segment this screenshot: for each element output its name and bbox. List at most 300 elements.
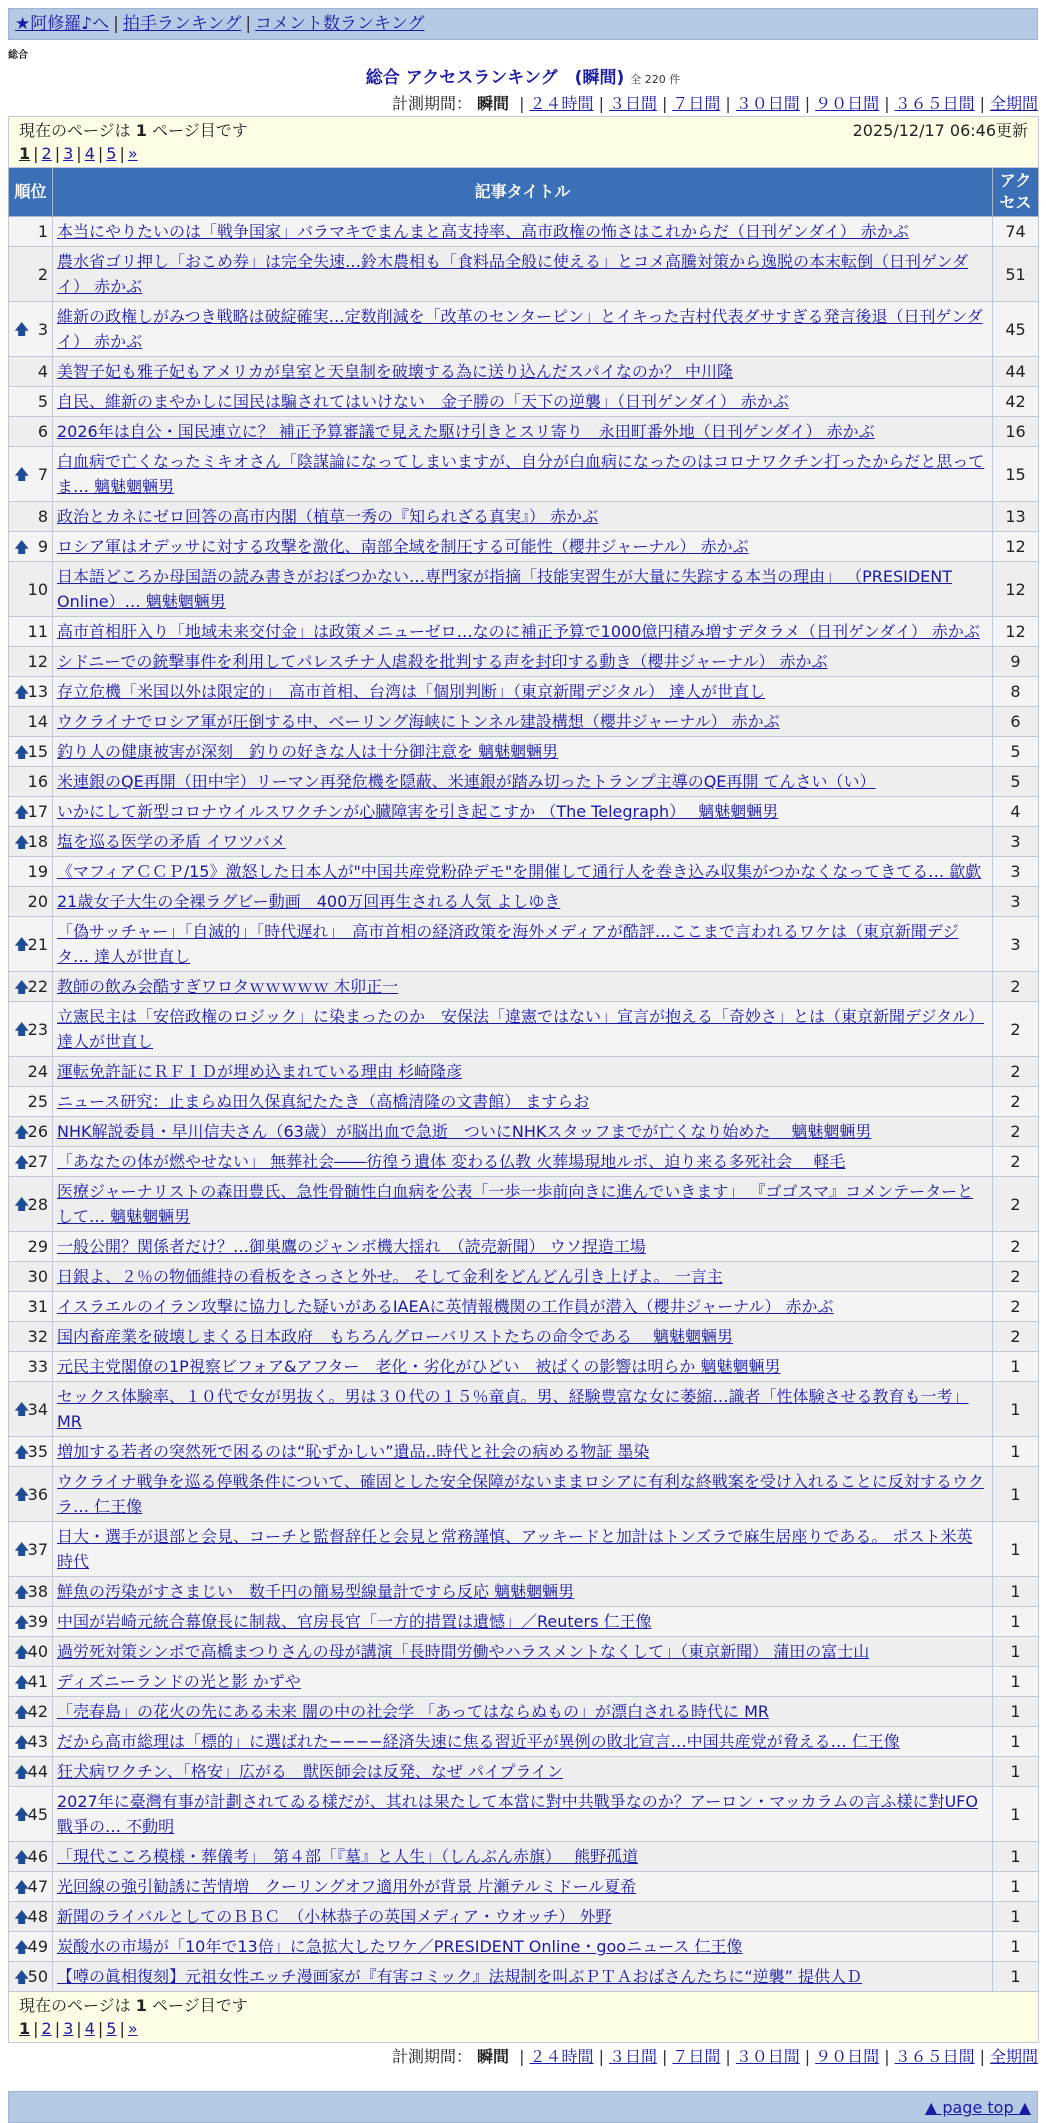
rank-cell [9, 1382, 53, 1437]
page-link[interactable]: 3 [63, 144, 74, 163]
article-link[interactable]: だから高市総理は「標的」に選ばれた−−−−経済失速に焦る習近平が異例の敗北宣言…中国共産党が脅える… 仁王像 [57, 1732, 900, 1751]
rank-cell [9, 1727, 53, 1757]
period-link[interactable]: 全期間 [989, 94, 1038, 113]
article-link[interactable]: 一般公開？関係者だけ？…御巣鷹のジャンボ機大揺れ （読売新聞） ウソ捏造工場 [57, 1237, 646, 1256]
rank-number: 38 [27, 1582, 48, 1601]
title-cell [53, 387, 993, 417]
up-arrow-icon: 🡅 [14, 465, 30, 483]
rank-cell [9, 737, 53, 767]
article-link[interactable]: イスラエルのイラン攻撃に協力した疑いがあるIAEAに英情報機関の工作員が潜入（櫻井ジャーナル） 赤かぶ [57, 1297, 834, 1316]
up-arrow-icon: 🡅 [14, 977, 30, 996]
article-link[interactable]: いかにして新型コロナウイルスワクチンが心臓障害を引き起こすか （The Telegraph） 魑魅魍魎男 [57, 802, 779, 821]
article-link[interactable]: 「あなたの体が燃やせない」 無葬社会――彷徨う遺体 変わる仏教 火葬場現地ルポ、迫り来る多死社会 軽毛 [57, 1152, 846, 1171]
rank-cell [9, 562, 53, 617]
access-count: 2 [993, 1057, 1039, 1087]
title-cell [53, 827, 993, 857]
article-link[interactable]: NHK解説委員・早川信夫さん（63歳）が脳出血で急逝 ついにNHKスタッフまでが亡くなり始めた 魑魅魍魎男 [57, 1122, 872, 1141]
rank-cell [9, 797, 53, 827]
table-row [9, 1117, 1039, 1147]
rank-cell [9, 447, 53, 502]
rank-cell [9, 1522, 53, 1577]
access-count: 8 [993, 677, 1039, 707]
title-cell [53, 617, 993, 647]
title-cell [53, 1727, 993, 1757]
access-count: 44 [993, 357, 1039, 387]
page-link[interactable]: 4 [84, 2019, 95, 2038]
article-link[interactable]: ニュース研究：止まらぬ田久保真紀たたき（高橋清隆の文書館） ますらお [57, 1092, 590, 1111]
article-link[interactable]: 「売春島」の花火の先にある未来 闇の中の社会学 「あってはならぬもの」が漂白される時代に MR [57, 1702, 770, 1721]
article-link[interactable]: 新聞のライバルとしてのＢＢＣ （小林恭子の英国メディア・ウオッチ） 外野 [57, 1907, 612, 1926]
period-link[interactable]: ３０日間 [735, 2047, 800, 2066]
rank-cell [9, 857, 53, 887]
rank-cell [9, 532, 53, 562]
title-cell [53, 357, 993, 387]
title-cell [53, 1787, 993, 1842]
page-separator: | [119, 2019, 125, 2038]
rank-cell [9, 1087, 53, 1117]
access-count: 9 [993, 647, 1039, 677]
rank-number: 2 [37, 264, 48, 284]
up-arrow-icon: 🡅 [14, 1732, 30, 1751]
rank-number: 44 [27, 1762, 48, 1781]
table-row [9, 1697, 1039, 1727]
rank-number: 50 [27, 1967, 48, 1986]
table-row [9, 827, 1039, 857]
title-cell [53, 1117, 993, 1147]
table-row [9, 1232, 1039, 1262]
rank-number: 22 [27, 977, 48, 996]
table-row [9, 1437, 1039, 1467]
title-cell [53, 1842, 993, 1872]
article-link[interactable]: 釣り人の健康被害が深刻 釣りの好きな人は十分御注意を 魑魅魍魎男 [57, 742, 559, 761]
period-link[interactable]: ３日間 [608, 94, 657, 113]
access-count: 1 [993, 1522, 1039, 1577]
rank-cell [9, 1577, 53, 1607]
period-link[interactable]: ９０日間 [815, 2047, 880, 2066]
period-link[interactable]: 全期間 [989, 2047, 1038, 2066]
up-arrow-icon: 🡅 [14, 1152, 30, 1171]
up-arrow-icon: 🡅 [14, 1122, 30, 1141]
page-status: 現在のページは 1 ページ目です [19, 1996, 248, 2015]
rank-number: 16 [27, 772, 48, 791]
article-link[interactable]: 農水省ゴリ押し「おこめ券」は完全失速…鈴木農相も「食料品全般に使える」とコメ高騰対策から逸脱の本末転倒（日刊ゲンダイ） 赤かぶ [57, 252, 969, 296]
rank-number: 6 [37, 422, 48, 441]
table-row [9, 532, 1039, 562]
rank-number: 26 [27, 1122, 48, 1141]
rank-cell [9, 217, 53, 247]
article-link[interactable]: 日大・選手が退部と会見、コーチと監督辞任と会見と常務謹慎、アッキードと加計はトンズラで麻生居座りである。 ポスト米英時代 [57, 1527, 973, 1571]
rank-number: 12 [27, 652, 48, 671]
table-row [9, 972, 1039, 1002]
access-count: 2 [993, 1262, 1039, 1292]
page-separator: | [54, 2019, 61, 2038]
rank-number: 25 [27, 1092, 48, 1111]
pagination [19, 142, 1028, 165]
article-link[interactable]: 2026年は自公・国民連立に？ 補正予算審議で見えた駆け引きとスリ寄り 永田町番外地（日刊ゲンダイ） 赤かぶ [57, 422, 875, 441]
title-cell [53, 1292, 993, 1322]
up-arrow-icon: 🡅 [14, 832, 30, 851]
nav-link-home[interactable]: ★阿修羅♪へ [15, 14, 110, 34]
up-arrow-icon: 🡅 [14, 1642, 30, 1661]
article-link[interactable]: ロシア軍はオデッサに対する攻撃を激化、南部全域を制圧する可能性（櫻井ジャーナル） 赤かぶ [57, 537, 749, 556]
period-selector-bottom [8, 2045, 1038, 2069]
article-link[interactable]: 医療ジャーナリストの森田豊氏、急性骨髄性白血病を公表「一歩一歩前向きに進んでいきます」 『ゴゴスマ』コメンテーターとして… 魑魅魍魎男 [57, 1182, 974, 1226]
article-link[interactable]: 日本語どころか母国語の読み書きがおぼつかない…専門家が指摘「技能実習生が大量に失踪する本当の理由」 （PRESIDENT Online）… 魑魅魍魎男 [57, 567, 953, 611]
title-cell [53, 972, 993, 1002]
page-separator: | [119, 144, 125, 163]
article-link[interactable]: 中国が岩崎元統合幕僚長に制裁、官房長官「一方的措置は遺憾」／Reuters 仁王像 [57, 1612, 652, 1631]
top-nav-bar [8, 8, 1038, 40]
next-page-link[interactable]: » [127, 144, 138, 163]
period-current: 瞬間 [477, 94, 510, 113]
article-link[interactable]: 「現代こころ模様・葬儀考」 第４部「『墓』と人生」（しんぶん赤旗） 熊野孤道 [57, 1847, 639, 1866]
rank-cell [9, 357, 53, 387]
access-count: 1 [993, 1787, 1039, 1842]
table-row [9, 1577, 1039, 1607]
title-cell [53, 647, 993, 677]
access-count: 1 [993, 1667, 1039, 1697]
period-selector-top [8, 92, 1038, 116]
up-arrow-icon: 🡅 [14, 537, 30, 556]
rank-cell [9, 1232, 53, 1262]
article-link[interactable]: 自民、維新のまやかしに国民は騙されてはいけない 金子勝の「天下の逆襲」（日刊ゲンダイ） 赤かぶ [57, 392, 789, 411]
period-separator: | [804, 94, 811, 113]
column-header-access: アクセス [993, 168, 1039, 217]
table-row [9, 1667, 1039, 1697]
rank-cell [9, 1292, 53, 1322]
up-arrow-icon: 🡅 [14, 320, 30, 338]
table-row [9, 1322, 1039, 1352]
rank-cell [9, 1117, 53, 1147]
table-row [9, 1352, 1039, 1382]
title-cell [53, 1467, 993, 1522]
period-link[interactable]: ３６５日間 [894, 2047, 975, 2066]
title-cell [53, 1232, 993, 1262]
up-arrow-icon: 🡅 [14, 1937, 30, 1956]
rank-cell [9, 1147, 53, 1177]
rank-number: 32 [27, 1327, 48, 1346]
table-row [9, 1787, 1039, 1842]
up-arrow-icon: 🡅 [14, 935, 30, 953]
table-row [9, 1842, 1039, 1872]
period-separator: | [725, 94, 731, 113]
article-link[interactable]: 「偽サッチャー」「自滅的」「時代遅れ」 高市首相の経済政策を海外メディアが酷評…ここまで言われるワケは（東京新聞デジタ… 達人が世直し [57, 922, 959, 966]
table-row [9, 1757, 1039, 1787]
up-arrow-icon: 🡅 [14, 1702, 30, 1721]
table-row [9, 617, 1039, 647]
rank-number: 5 [37, 392, 48, 411]
period-separator: | [519, 2047, 525, 2066]
rank-number: 40 [27, 1642, 48, 1661]
article-link[interactable]: セックス体験率、１０代で女が男抜く。男は３０代の１５％童貞。男、経験豊富な女に萎縮…識者「性体験させる教育も一考」 MR [57, 1387, 969, 1431]
title-cell [53, 737, 993, 767]
access-count: 6 [993, 707, 1039, 737]
period-separator: | [661, 2047, 668, 2066]
pagination [19, 2017, 1028, 2040]
table-row [9, 1382, 1039, 1437]
article-link[interactable]: ディズニーランドの光と影 かずや [57, 1672, 301, 1691]
article-link[interactable]: 米連銀のQE再開（田中宇）リーマン再発危機を隠蔽、米連銀が踏み切ったトランプ主導のQE再開 てんさい（い） [57, 772, 876, 791]
rank-number: 8 [37, 507, 48, 526]
rank-number: 23 [27, 1019, 48, 1039]
rank-cell [9, 1697, 53, 1727]
access-count: 1 [993, 1437, 1039, 1467]
up-arrow-icon: 🡅 [14, 742, 30, 761]
access-count: 1 [993, 1352, 1039, 1382]
table-row [9, 1607, 1039, 1637]
table-row [9, 217, 1039, 247]
title-cell [53, 1352, 993, 1382]
table-row [9, 447, 1039, 502]
page-link[interactable]: 4 [84, 144, 95, 163]
access-count: 1 [993, 1697, 1039, 1727]
up-arrow-icon: 🡅 [14, 1195, 30, 1213]
article-link[interactable]: 【噂の眞相復刻】元祖女性エッチ漫画家が『有害コミック』法規制を叫ぶＰＴＡおばさんたちに“逆襲” 提供人Ｄ [57, 1967, 863, 1986]
access-count: 5 [993, 767, 1039, 797]
rank-cell [9, 1637, 53, 1667]
rank-number: 21 [27, 934, 48, 954]
article-link[interactable]: 炭酸水の市場が「10年で13倍」に急拡大したワケ／PRESIDENT Online・gooニュース 仁王像 [57, 1937, 743, 1956]
pager-bottom [9, 1992, 1039, 2043]
article-link[interactable]: 立憲民主は「安倍政権のロジック」に染まったのか 安保法「違憲ではない」宣言が抱える「奇妙さ」とは（東京新聞デジタル） 達人が世直し [57, 1007, 985, 1051]
title-cell [53, 1262, 993, 1292]
period-link[interactable]: ７日間 [672, 94, 721, 113]
article-link[interactable]: 存立危機「米国以外は限定的」 高市首相、台湾は「個別判断」（東京新聞デジタル） 達人が世直し [57, 682, 766, 701]
up-arrow-icon: 🡅 [14, 1400, 30, 1418]
access-count: 16 [993, 417, 1039, 447]
rank-number: 41 [27, 1672, 48, 1691]
table-row [9, 1872, 1039, 1902]
article-link[interactable]: シドニーでの銃撃事件を利用してパレスチナ人虐殺を批判する声を封印する動き（櫻井ジャーナル） 赤かぶ [57, 652, 828, 671]
article-link[interactable]: 国内畜産業を破壊しまくる日本政府 もちろんグローバリストたちの命令である 魑魅魍魎男 [57, 1327, 733, 1346]
article-link[interactable]: 本当にやりたいのは「戦争国家」バラマキでまんまと高支持率、高市政権の怖さはこれからだ（日刊ゲンダイ） 赤かぶ [57, 222, 909, 241]
rank-cell [9, 617, 53, 647]
access-count: 1 [993, 1637, 1039, 1667]
rank-cell [9, 247, 53, 302]
article-link[interactable]: 高市首相肝入り「地域未来交付金」は政策メニューゼロ…なのに補正予算で1000億円積み増すデタラメ（日刊ゲンダイ） 赤かぶ [57, 622, 980, 641]
rank-number: 11 [27, 622, 48, 641]
title-cell [53, 1177, 993, 1232]
period-link[interactable]: ３日間 [608, 2047, 657, 2066]
table-row [9, 1292, 1039, 1322]
period-link[interactable]: ９０日間 [815, 94, 880, 113]
article-link[interactable]: 運転免許証にＲＦＩＤが埋め込まれている理由 杉崎隆彦 [57, 1062, 463, 1081]
page-separator: | [97, 144, 104, 163]
title-cell [53, 677, 993, 707]
rank-number: 1 [37, 222, 48, 241]
category-label: 総合 [8, 50, 28, 61]
access-count: 2 [993, 1232, 1039, 1262]
rank-number: 31 [27, 1297, 48, 1316]
page-link[interactable]: 5 [106, 144, 117, 163]
table-row [9, 797, 1039, 827]
table-row [9, 1962, 1039, 1992]
access-count: 12 [993, 532, 1039, 562]
title-cell [53, 447, 993, 502]
up-arrow-icon: 🡅 [14, 1442, 30, 1461]
title-cell [53, 1872, 993, 1902]
rank-number: 27 [27, 1152, 48, 1171]
title-cell [53, 887, 993, 917]
rank-cell [9, 1757, 53, 1787]
rank-number: 15 [27, 742, 48, 761]
article-link[interactable]: 塩を巡る医学の矛盾 イワツバメ [57, 832, 286, 851]
rank-number: 13 [27, 682, 48, 701]
period-separator: | [979, 94, 985, 113]
period-link[interactable]: ７日間 [672, 2047, 721, 2066]
title-cell [53, 1932, 993, 1962]
table-row [9, 767, 1039, 797]
title-cell [53, 1147, 993, 1177]
title-cell [53, 1697, 993, 1727]
access-count: 2 [993, 1147, 1039, 1177]
access-count: 2 [993, 1322, 1039, 1352]
nav-link-comment-ranking[interactable]: コメント数ランキング [255, 14, 425, 34]
article-link[interactable]: 《マフィアＣＣＰ/15》激怒した日本人が"中国共産党粉砕デモ"を開催して通行人を巻き込み収集がつかなくなってきてる… 歙歔 [57, 862, 982, 881]
up-arrow-icon: 🡅 [14, 1847, 30, 1866]
title-cell [53, 1322, 993, 1352]
table-row [9, 917, 1039, 972]
up-arrow-icon: 🡅 [14, 1907, 30, 1926]
pager-top [9, 117, 1039, 168]
table-row [9, 1057, 1039, 1087]
page-link[interactable]: 3 [63, 2019, 74, 2038]
period-separator: | [884, 94, 890, 113]
rank-number: 10 [27, 579, 48, 599]
article-link[interactable]: 光回線の強引勧誘に苦情増 クーリングオフ適用外が背景 片瀬テルミドール夏希 [57, 1877, 637, 1896]
access-count: 4 [993, 797, 1039, 827]
table-row [9, 562, 1039, 617]
rank-number: 9 [37, 537, 48, 556]
rank-cell [9, 677, 53, 707]
article-link[interactable]: 政治とカネにゼロ回答の高市内閣（植草一秀の『知られざる真実』） 赤かぶ [57, 507, 599, 526]
table-row [9, 647, 1039, 677]
access-count: 2 [993, 972, 1039, 1002]
page-link[interactable]: 2 [41, 2019, 52, 2038]
access-count: 2 [993, 1177, 1039, 1232]
page-link[interactable]: 5 [106, 2019, 117, 2038]
period-link[interactable]: ３６５日間 [894, 94, 975, 113]
page-separator: | [97, 2019, 104, 2038]
ranking-title: 総合 アクセスランキング (瞬間) [365, 68, 625, 88]
article-link[interactable]: 日銀よ、２％の物価維持の看板をさっさと外せ。 そして金利をどんどん引き上げよ。 一言主 [57, 1267, 723, 1286]
access-count: 1 [993, 1757, 1039, 1787]
rank-number: 42 [27, 1702, 48, 1721]
rank-cell [9, 1902, 53, 1932]
access-count: 3 [993, 917, 1039, 972]
nav-separator: | [113, 14, 119, 34]
rank-cell [9, 1962, 53, 1992]
table-row [9, 1522, 1039, 1577]
access-count: 15 [993, 447, 1039, 502]
page-status: 現在のページは 1 ページ目です [19, 121, 248, 140]
article-link[interactable]: 教師の飲み会酷すぎワロタｗｗｗｗｗ 木卯正一 [57, 977, 399, 996]
access-count: 2 [993, 1117, 1039, 1147]
nav-link-clap-ranking[interactable]: 拍手ランキング [122, 14, 242, 34]
page-link[interactable]: 2 [41, 144, 52, 163]
article-link[interactable]: 鮮魚の汚染がすさまじい 数千円の簡易型線量計ですら反応 魑魅魍魎男 [57, 1582, 575, 1601]
rank-cell [9, 1607, 53, 1637]
article-link[interactable]: 狂犬病ワクチン、「格安」広がる 獣医師会は反発、なぜ パイプライン [57, 1762, 564, 1781]
rank-cell [9, 647, 53, 677]
page-separator: | [76, 144, 82, 163]
rank-number: 19 [27, 862, 48, 881]
rank-cell [9, 972, 53, 1002]
table-row [9, 417, 1039, 447]
article-link[interactable]: 2027年に臺灣有事が計劃されてゐる樣だが、其れは果たして本當に對中共戰爭なのか？アーロン・マッカラムの言ふ樣に對UFO戰爭の… 不動明 [57, 1792, 978, 1836]
rank-cell [9, 302, 53, 357]
table-row [9, 357, 1039, 387]
article-link[interactable]: ウクライナでロシア軍が圧倒する中、ベーリング海峡にトンネル建設構想（櫻井ジャーナル） 赤かぶ [57, 712, 780, 731]
article-link[interactable]: 増加する若者の突然死で困るのは“恥ずかしい”遺品‥時代と社会の病める物証 墨染 [57, 1442, 650, 1461]
title-cell [53, 857, 993, 887]
table-row [9, 677, 1039, 707]
rank-cell [9, 1002, 53, 1057]
period-link[interactable]: ２４時間 [529, 2047, 594, 2066]
article-link[interactable]: 過労死対策シンポで高橋まつりさんの母が講演「長時間労働やハラスメントなくして」（東京新聞） 蒲田の富士山 [57, 1642, 870, 1661]
rank-number: 20 [27, 892, 48, 911]
column-header-title: 記事タイトル [53, 168, 993, 217]
up-arrow-icon: 🡅 [14, 1612, 30, 1631]
access-count: 2 [993, 1002, 1039, 1057]
rank-cell [9, 1437, 53, 1467]
rank-cell [9, 1842, 53, 1872]
table-row [9, 1727, 1039, 1757]
rank-cell [9, 827, 53, 857]
access-count: 51 [993, 247, 1039, 302]
rank-number: 37 [27, 1539, 48, 1559]
rank-number: 14 [27, 712, 48, 731]
updated-time: 2025/12/17 06:46更新 [852, 121, 1029, 140]
table-row [9, 707, 1039, 737]
period-link[interactable]: ２４時間 [529, 94, 594, 113]
article-link[interactable]: 維新の政権しがみつき戦略は破綻確実…定数削減を「改革のセンターピン」とイキった吉村代表ダサすぎる発言後退（日刊ゲンダイ） 赤かぶ [57, 307, 983, 351]
rank-number: 35 [27, 1442, 48, 1461]
page-separator: | [33, 2019, 39, 2038]
access-count: 74 [993, 217, 1039, 247]
up-arrow-icon: 🡅 [14, 1672, 30, 1691]
period-link[interactable]: ３０日間 [735, 94, 800, 113]
article-link[interactable]: 21歳女子大生の全裸ラグビー動画 400万回再生される人気 よしゆき [57, 892, 561, 911]
article-link[interactable]: 元民主党閣僚の1P視察ビフォア&アフター 老化・劣化がひどい 被ばくの影響は明らか 魑魅魍魎男 [57, 1357, 781, 1376]
rank-cell [9, 387, 53, 417]
period-links [514, 2047, 1038, 2066]
page-current: 1 [19, 2019, 31, 2038]
rank-number: 33 [27, 1357, 48, 1376]
page-separator: | [54, 144, 61, 163]
rank-number: 30 [27, 1267, 48, 1286]
period-label: 計測期間： [391, 94, 472, 113]
next-page-link[interactable]: » [127, 2019, 138, 2038]
rank-cell [9, 1262, 53, 1292]
page-top-link[interactable]: ▲ page top ▲ [924, 2098, 1031, 2117]
rank-cell [9, 1352, 53, 1382]
title-cell [53, 767, 993, 797]
title-cell [53, 707, 993, 737]
article-link[interactable]: 美智子妃も雅子妃もアメリカが皇室と天皇制を破壊する為に送り込んだスパイなのか？ 中川隆 [57, 362, 733, 381]
access-count: 45 [993, 302, 1039, 357]
rank-cell [9, 887, 53, 917]
up-arrow-icon: 🡅 [14, 1485, 30, 1503]
article-link[interactable]: ウクライナ戦争を巡る停戦条件について、確固とした安全保障がないままロシアに有利な終戦案を受け入れることに反対するウクラ… 仁王像 [57, 1472, 984, 1516]
ranking-table [8, 116, 1039, 2043]
article-link[interactable]: 白血病で亡くなったミキオさん「陰謀論になってしまいますが、自分が白血病になったのはコロナワクチン打ったからだと思ってま… 魑魅魍魎男 [57, 452, 985, 496]
title-cell [53, 532, 993, 562]
table-row [9, 1932, 1039, 1962]
access-count: 1 [993, 1467, 1039, 1522]
access-count: 5 [993, 737, 1039, 767]
table-row [9, 387, 1039, 417]
